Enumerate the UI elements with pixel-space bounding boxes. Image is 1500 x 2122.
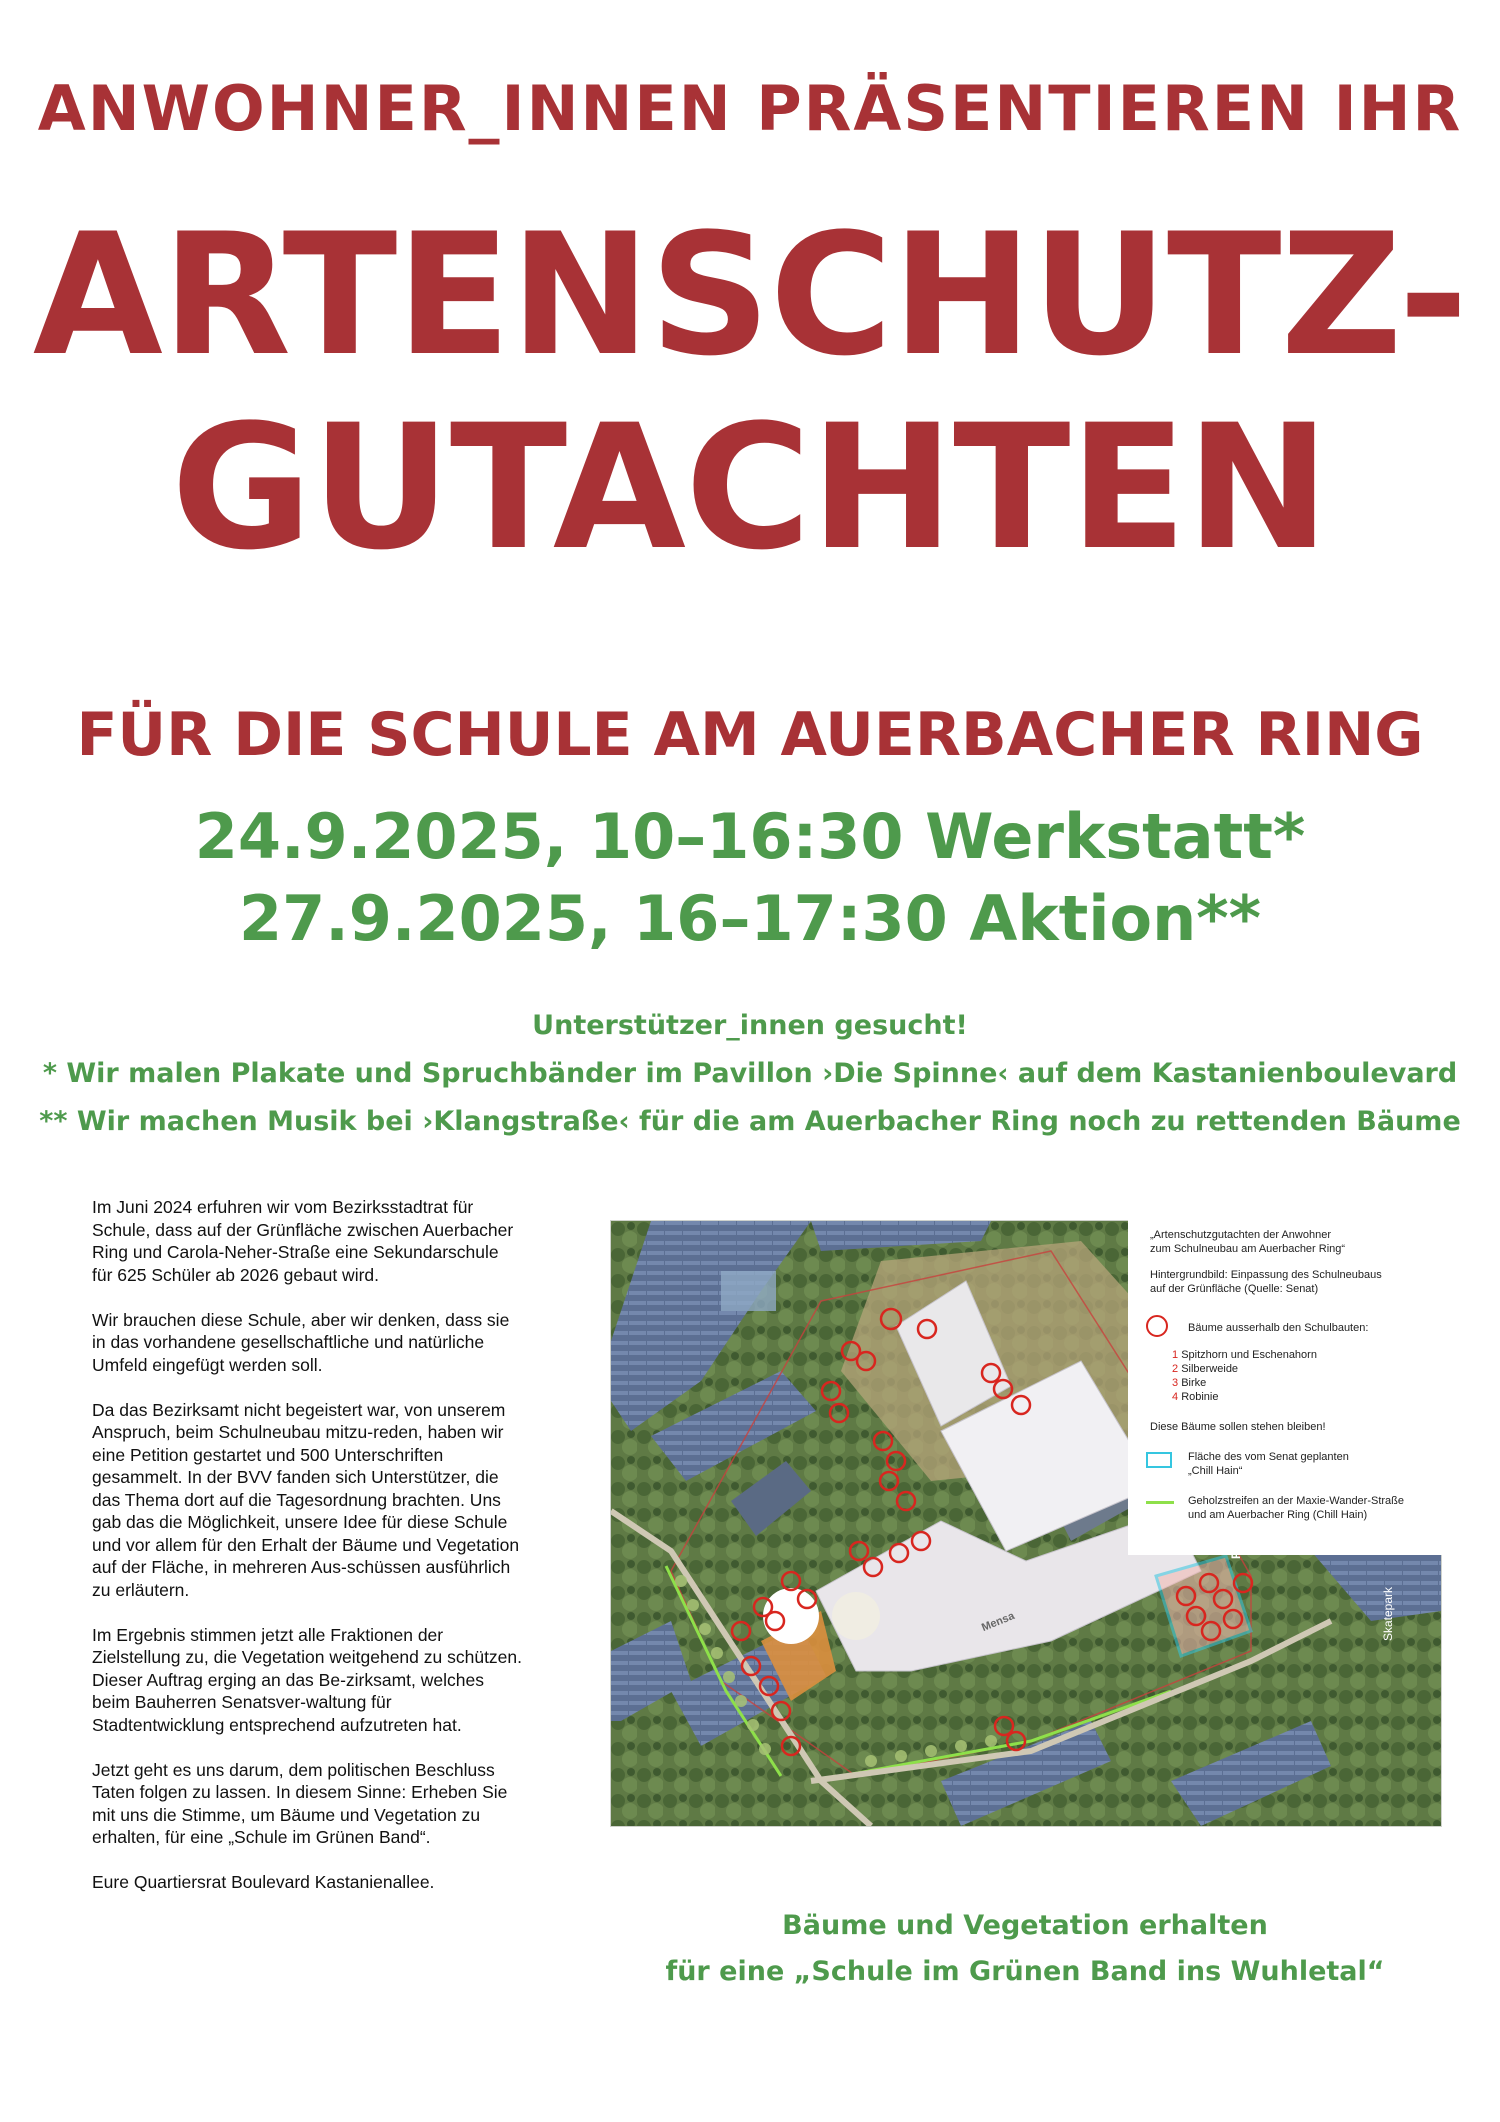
support-note-2: ** Wir machen Musik bei ›Klangstraße‹ für die am Auerbacher Ring noch zu rettenden Bäume (39, 1106, 1461, 1137)
map-label-mensa: Mensa (979, 1610, 1017, 1634)
paragraph-2: Wir brauchen diese Schule, aber wir denken, dass sie in das vorhandene gesellschaftliche und natürliche Umfeld eingefügt werden soll. (92, 1309, 510, 1375)
chill-hain-area-icon (1146, 1452, 1172, 1468)
paragraph-1: Im Juni 2024 erfuhren wir vom Bezirksstadtrat für Schule, dass auf der Grünfläche zwischen Auerbacher Ring und Carola-Neher-Straße eine Sekundarschule für 625 Schüler ab 2026 gebaut wird. (92, 1197, 514, 1285)
legend-strip-1: Geholzstreifen an der Maxie-Wander-Straße (1188, 1495, 1405, 1507)
tree-label-4: Robinie (1181, 1391, 1219, 1403)
tree-label-1: Spitzhorn und Eschenahorn (1181, 1349, 1317, 1361)
map-caption-2: für eine „Schule im Grünen Band ins Wuhletal“ (665, 1956, 1385, 1987)
legend-circle-label: Bäume ausserhalb den Schulbauten: (1188, 1322, 1369, 1334)
subtitle-heading: FÜR DIE SCHULE AM AUERBACHER RING (76, 700, 1424, 770)
map-label-edge: Skatepark (1381, 1586, 1395, 1641)
paragraph-4: Im Ergebnis stimmen jetzt alle Fraktionen der Zielstellung zu, die Vegetation weitgehend zu schützen. Dieser Auftrag erging an das Be-zirksamt, welches beim Bauherren Senatsver-waltung für Stadtentwicklung entsprechend aufzutreten hat. (92, 1624, 523, 1735)
paragraph-5: Jetzt geht es uns darum, dem politischen Beschluss Taten folgen zu lassen. In diesem Sinne: Erheben Sie mit uns die Stimme, um Bäume und Vegetation zu erhalten, für eine „Schule im Grünen Band“. (92, 1759, 508, 1847)
tree-label-3: Birke (1181, 1377, 1207, 1389)
paragraph-3: Da das Bezirksamt nicht begeistert war, von unserem Anspruch, beim Schulneubau mitzu-reden, haben wir eine Petition gestartet und 500 Unterschriften gesammelt. In der BVV fanden sich Unterstützer, die das Thema dort auf die Tagesordnung brachten. Uns gab das die Möglichkeit, unsere Idee für diese Schule und vor allem für den Erhalt der Bäume und Vegetation auf der Fläche, in mehreren Aus-schüssen ausführlich zu erläutern. (92, 1399, 520, 1600)
map-legend (1128, 1220, 1448, 1555)
tree-circle-icon (1146, 1315, 1168, 1337)
legend-bg-1: Hintergrundbild: Einpassung des Schulneubaus (1150, 1269, 1382, 1281)
legend-strip-2: und am Auerbacher Ring (Chill Hain) (1188, 1509, 1368, 1521)
tree-num-1: 1 (1172, 1349, 1179, 1361)
kicker-heading: ANWOHNER_INNEN PRÄSENTIEREN IHR (37, 72, 1463, 145)
legend-chill-2: „Chill Hain“ (1188, 1465, 1243, 1477)
green-strip-icon (1146, 1501, 1174, 1504)
date-line-2: 27.9.2025, 16–17:30 Aktion** (238, 882, 1262, 955)
title-line-1: ARTENSCHUTZ- (32, 197, 1468, 393)
support-heading: Unterstützer_innen gesucht! (532, 1010, 968, 1041)
tree-num-2: 2 (1172, 1363, 1179, 1375)
map-caption-1: Bäume und Vegetation erhalten (782, 1910, 1268, 1941)
body-text-column (92, 1196, 522, 1916)
tree-num-3: 3 (1172, 1377, 1179, 1389)
legend-title-2: zum Schulneubau am Auerbacher Ring“ (1150, 1243, 1346, 1255)
tree-label-2: Silberweide (1181, 1363, 1239, 1375)
title-line-2: GUTACHTEN (171, 387, 1329, 588)
date-line-1: 24.9.2025, 10–16:30 Werkstatt* (194, 800, 1306, 873)
legend-stay-note: Diese Bäume sollen stehen bleiben! (1150, 1421, 1326, 1433)
paragraph-6-signature: Eure Quartiersrat Boulevard Kastanienallee. (92, 1872, 435, 1892)
support-note-1: * Wir malen Plakate und Spruchbänder im Pavillon ›Die Spinne‹ auf dem Kastanienboulevard (42, 1058, 1458, 1089)
tree-num-4: 4 (1172, 1391, 1179, 1403)
legend-title-1: „Artenschutzgutachten der Anwohner (1150, 1229, 1332, 1241)
legend-bg-2: auf der Grünfläche (Quelle: Senat) (1150, 1283, 1319, 1295)
legend-chill-1: Fläche des vom Senat geplanten (1188, 1451, 1349, 1463)
